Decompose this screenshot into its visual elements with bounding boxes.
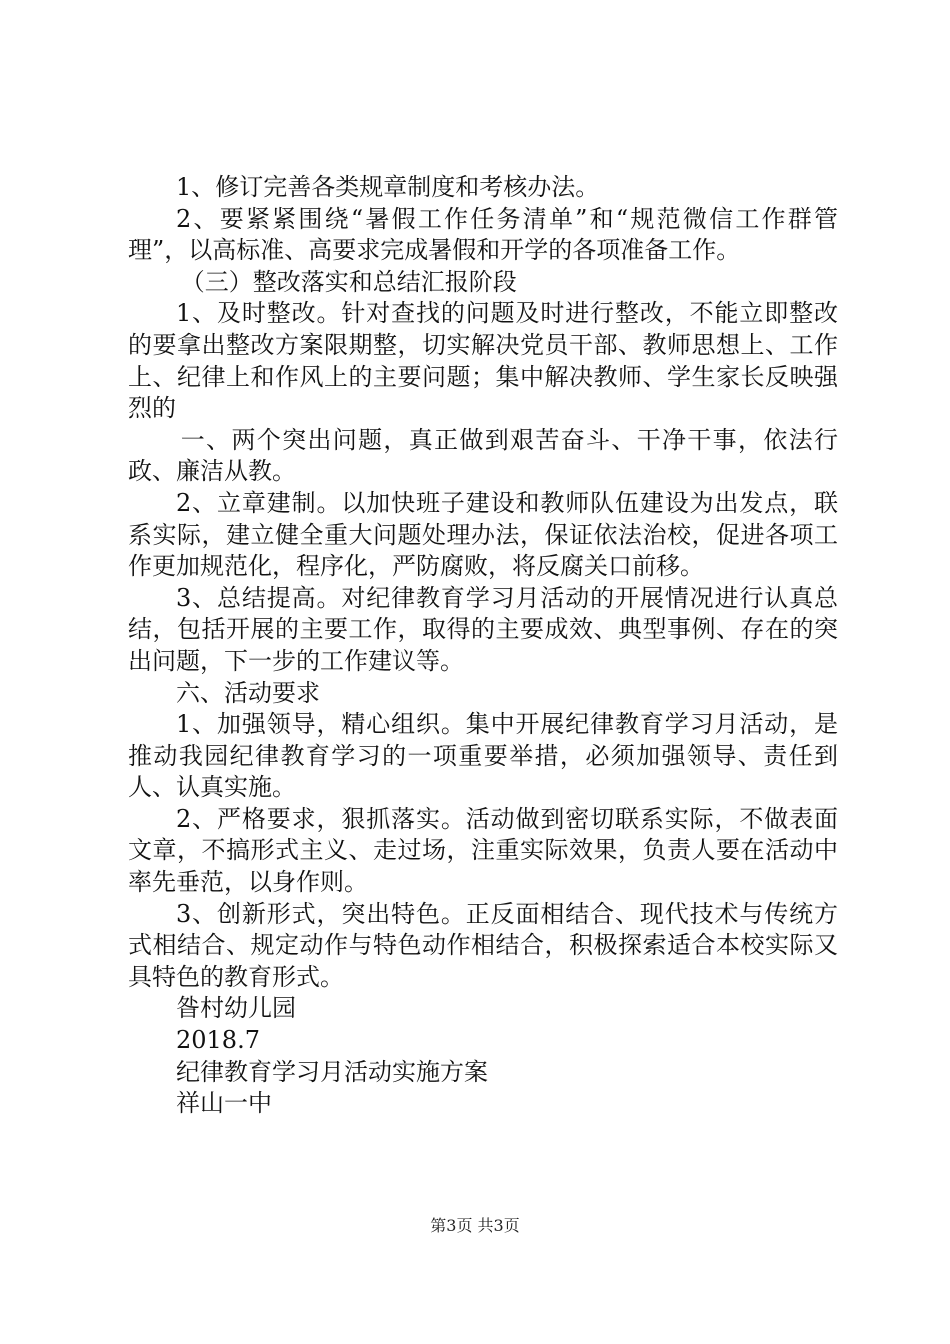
paragraph-1: 1、修订完善各类规章制度和考核办法。 [176, 173, 600, 201]
signature-date: 2018.7 [176, 1026, 260, 1055]
document-body [128, 172, 838, 1120]
paragraph-5: 一、两个突出问题，真正做到艰苦奋斗、干净干事，依法行政、廉洁从教。 [128, 425, 838, 486]
paragraph-7: 3、总结提高。对纪律教育学习月活动的开展情况进行认真总结，包括开展的主要工作，取得的主要成效、典型事例、存在的突出问题，下一步的工作建议等。 [128, 583, 838, 675]
section-heading-3: （三）整改落实和总结汇报阶段 [180, 267, 517, 296]
page-number-footer: 第3页 共3页 [430, 1216, 520, 1235]
paragraph-11: 3、创新形式，突出特色。正反面相结合、现代技术与传统方式相结合、规定动作与特色动作相结合，积极探索适合本校实际又具特色的教育形式。 [128, 899, 838, 991]
paragraph-10: 2、严格要求，狠抓落实。活动做到密切联系实际，不做表面文章，不搞形式主义、走过场，注重实际效果，负责人要在活动中率先垂范，以身作则。 [128, 804, 838, 897]
section-heading-6: 六、活动要求 [176, 678, 320, 707]
next-document-org: 祥山一中 [176, 1089, 272, 1118]
next-document-title: 纪律教育学习月活动实施方案 [176, 1057, 488, 1086]
signature-org: 昝村幼儿园 [176, 994, 296, 1023]
paragraph-4: 1、及时整改。针对查找的问题及时进行整改，不能立即整改的要拿出整改方案限期整，切实解决党员干部、教师思想上、工作上、纪律上和作风上的主要问题；集中解决教师、学生家长反映强烈的 [128, 299, 838, 423]
paragraph-6: 2、立章建制。以加快班子建设和教师队伍建设为出发点，联系实际，建立健全重大问题处理办法，保证依法治校，促进各项工作更加规范化，程序化，严防腐败，将反腐关口前移。 [128, 488, 838, 581]
paragraph-9: 1、加强领导，精心组织。集中开展纪律教育学习月活动，是推动我园纪律教育学习的一项重要举措，必须加强领导、责任到人、认真实施。 [128, 710, 838, 802]
paragraph-2: 2、要紧紧围绕“暑假工作任务清单”和“规范微信工作群管理”，以高标准、高要求完成暑假和开学的各项准备工作。 [128, 204, 838, 265]
